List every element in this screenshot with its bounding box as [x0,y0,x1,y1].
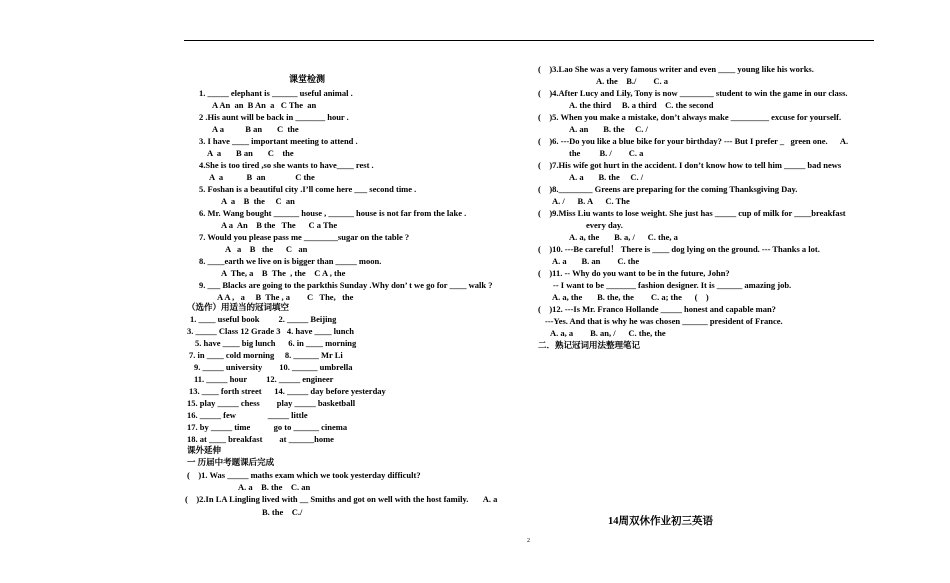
left-line: ( )1. Was _____ maths exam which we took yesterday difficult? [187,470,421,480]
right-line: ( )12. ---Is Mr. Franco Hollande _____ honest and capable man? [538,304,776,314]
left-line: 7. Would you please pass me ________sugar on the table ? [199,232,410,242]
right-line: ( )9.Miss Liu wants to lose weight. She just has _____ cup of milk for ____breakfast [538,208,846,218]
right-line: A. a, the B. a, / C. the, a [569,232,678,242]
left-line: 6. Mr. Wang bought ______ house , ______ house is not far from the lake . [199,208,467,218]
right-line: ( )6. ---Do you like a blue bike for your birthday? --- But I prefer _ green one. A. [538,136,849,146]
right-line: ( )8.________ Greens are preparing for the coming Thanksgiving Day. [538,184,798,194]
right-line: -- I want to be _______ fashion designer. It is ______ amazing job. [553,280,792,290]
left-line: A a B an C the [209,172,315,182]
left-line: 15. play _____ chess play _____ basketball [187,398,356,408]
left-line: 11. _____ hour 12. _____ engineer [194,374,334,384]
left-line: 3. _____ Class 12 Grade 3 4. have ____ lunch [187,326,354,336]
left-line: A An an B An a C The an [212,100,317,110]
page-number: 2 [527,538,530,544]
right-line: ( )5. When you make a mistake, don’t always make _________ excuse for yourself. [538,112,842,122]
left-line: A a B an C the [212,124,299,134]
left-line: 一 历届中考题课后完成 [187,457,275,467]
left-line: 1. _____ elephant is ______ useful animal . [199,88,353,98]
right-line: A. an B. the C. / [569,124,648,134]
left-line: 9. _____ university 10. ______ umbrella [194,362,353,372]
left-line: ( )2.In LA Lingling lived with __ Smiths and got on well with the host family. A. a [185,494,498,504]
section-title-class-test: 课堂检测 [289,74,326,84]
worksheet-title: 14周双休作业初三英语 [608,516,713,527]
left-line: 8. ____earth we live on is bigger than _____ moon. [199,256,382,266]
right-line: every day. [586,220,623,230]
right-line: ( )3.Lao She was a very famous writer and even ____ young like his works. [538,64,814,74]
left-line: A A , a B The , a C The, the [217,292,354,302]
left-line: A The, a B The , the C A , the [221,268,346,278]
left-line: 2 .His aunt will be back in _______ hour . [199,112,349,122]
left-line: A a B the C an [221,196,295,206]
left-line: A. a B. the C. an [238,482,311,492]
right-line: A. a, a B. an, / C. the, the [550,328,666,338]
left-line: 3. I have ____ important meeting to attend . [199,136,358,146]
right-line: the B. / C. a [569,148,644,158]
right-line: ( )4.After Lucy and Lily, Tony is now ________ student to win the game in our class. [538,88,848,98]
right-line: ( )11. -- Why do you want to be in the future, John? [538,268,730,278]
left-line: 1. ____ useful book 2. _____ Beijing [190,314,337,324]
right-line: ( )7.His wife got hurt in the accident. I don’t know how to tell him _____ bad news [538,160,842,170]
left-line: 16. _____ few _____ little [187,410,308,420]
left-line: 9. ___ Blacks are going to the parkthis Sunday .Why don’ t we go for ____ walk ? [199,280,493,290]
right-line: A. the B./ C. a [596,76,669,86]
right-line: A. the third B. a third C. the second [569,100,714,110]
left-line: 17. by _____ time go to ______ cinema [187,422,348,432]
left-line: 7. in ____ cold morning 8. ______ Mr Li [189,350,343,360]
right-line: A. / B. A C. The [552,196,630,206]
left-line: 5. Foshan is a beautiful city .I’ll come here ___ second time . [199,184,417,194]
left-line: B. the C./ [262,507,303,517]
header-rule [184,40,874,41]
right-line: ---Yes. And that is why he was chosen ______ president of France. [545,316,783,326]
right-line: A. a B. the C. / [569,172,644,182]
left-line: A a B an C the [207,148,294,158]
left-line: 18. at ____ breakfast at ______home [187,434,334,444]
right-line: ( )10. ---Be careful！ There is ____ dog lying on the ground. --- Thanks a lot. [538,244,820,254]
left-line: 5. have ____ big lunch 6. in ____ morning [195,338,357,348]
right-line: A. a B. an C. the [552,256,640,266]
left-line: 13. ____ forth street 14. _____ day before yesterday [189,386,386,396]
left-line: （选作）用适当的冠词填空 [187,302,290,312]
right-line: 二．熟记冠词用法整理笔记 [538,340,641,350]
left-line: 课外延伸 [187,445,222,455]
left-line: A a B the C an [225,244,308,254]
left-line: 4.She is too tired ,so she wants to have____ rest . [199,160,374,170]
left-line: A a An B the The C a The [221,220,338,230]
right-line: A. a, the B. the, the C. a; the ( ) [552,292,709,302]
